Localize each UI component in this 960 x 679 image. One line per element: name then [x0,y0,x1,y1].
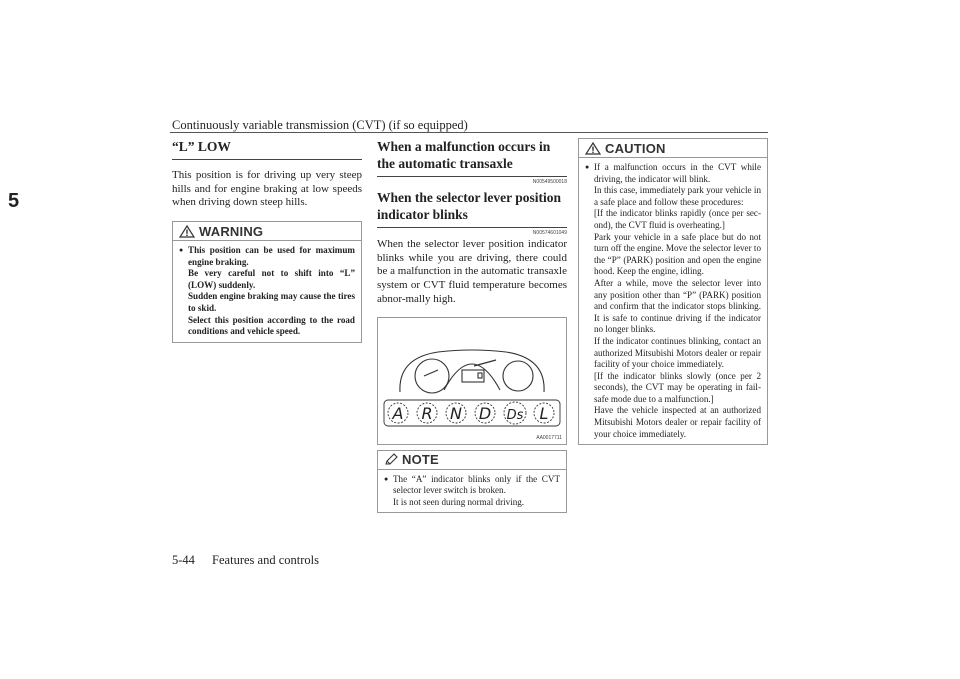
note-item [384,474,560,509]
page-footer [172,553,333,568]
caution-line: [If the indicator blinks rapidly (once per sec-ond), the CVT fluid is overheating.] [594,208,761,230]
reference-code: N00574601049 [532,230,567,236]
heading-l-low: “L” LOW [172,139,231,154]
caution-box [578,138,768,445]
indicator-blink-description: When the selector lever position indicator blinks while you are driving, there could be a malfunction in the automatic transaxle system or CVT fluid temperature becomes abnor-mally high. [377,238,567,305]
figure-code: AA0017711 [536,434,562,441]
caution-line: Have the vehicle inspected at an authorized Mitsubishi Motors dealer or repair facility of your choice immediately. [594,405,761,439]
warning-line: Be very careful not to shift into “L” (LOW) suddenly. [188,268,355,290]
note-box [377,450,567,514]
caution-icon [585,142,601,155]
caution-line: ● If a malfunction occurs in the CVT while driving, the indicator will blink. [594,162,761,184]
caution-line: Park your vehicle in a safe place but do not turn off the engine. Move the selector lever to the “P” (PARK) position and open the engine hood. Keep the engine, idling. [594,231,761,277]
caution-item [585,162,761,440]
subheading-indicator-blinks: When the selector lever position indicator blinks [377,190,561,222]
column-malfunction [377,138,567,513]
heading-malfunction: When a malfunction occurs in the automatic transaxle [377,139,551,171]
reference-code: N00549500018 [532,179,567,185]
caution-header [579,139,767,157]
subheading-rule [377,227,567,228]
page-number: 5-44 [172,553,195,567]
note-line: ● The “A” indicator blinks only if the CVT selector lever switch is broken. [393,473,560,496]
note-header [378,451,566,469]
caution-line: If the indicator continues blinking, contact an authorized Mitsubishi Motors dealer or repair facility of your choice immediately. [594,335,761,370]
heading-rule [172,159,362,160]
caution-line: After a while, move the selector lever into any position other than “P” (PARK) position and confirm that the indicator stops blinking. It is safe to continue driving if the indicator no longer blinks. [594,277,761,335]
caution-label: CAUTION [605,140,666,156]
caution-line: [If the indicator blinks slowly (once per 2 seconds), the CVT may be operating in fail-safe mode due to a malfunction.] [594,370,761,404]
note-label: NOTE [402,452,439,468]
indicator-letters [388,402,554,424]
note-pencil-icon [384,453,398,466]
warning-header [173,222,361,240]
warning-item [179,245,355,338]
indicator-letter-ds: Ds [506,407,524,423]
indicator-letter-n: N [450,403,462,423]
indicator-letter-d: D [478,403,492,423]
indicator-letter-l: L [539,403,549,423]
indicator-letter-r: R [421,403,433,423]
l-low-description: This position is for driving up very steep hills and for engine braking at low speeds when driving down steep hills. [172,169,362,209]
note-line: It is not seen during normal driving. [393,496,525,507]
instrument-cluster-illustration [378,318,566,442]
caution-line: In this case, immediately park your vehicle in a safe place and follow these procedures: [594,185,761,207]
warning-line: Sudden engine braking may cause the tires to skid. [188,291,355,314]
heading-rule [377,176,567,177]
column-l-low [172,138,362,343]
footer-section-name: Features and controls [212,553,319,567]
warning-icon [179,225,195,238]
header-rule [170,132,768,133]
warning-label: WARNING [199,223,264,239]
warning-line: ● This position can be used for maximum engine braking. [188,245,355,267]
indicator-letter-a: A [392,403,404,423]
column-caution [578,138,768,445]
warning-box [172,221,362,343]
page-header-title: Continuously variable transmission (CVT) (if so equipped) [172,118,468,132]
instrument-cluster-figure [377,317,567,445]
warning-line: Select this position according to the road conditions and vehicle speed. [188,314,355,337]
section-tab-number: 5 [8,190,20,212]
